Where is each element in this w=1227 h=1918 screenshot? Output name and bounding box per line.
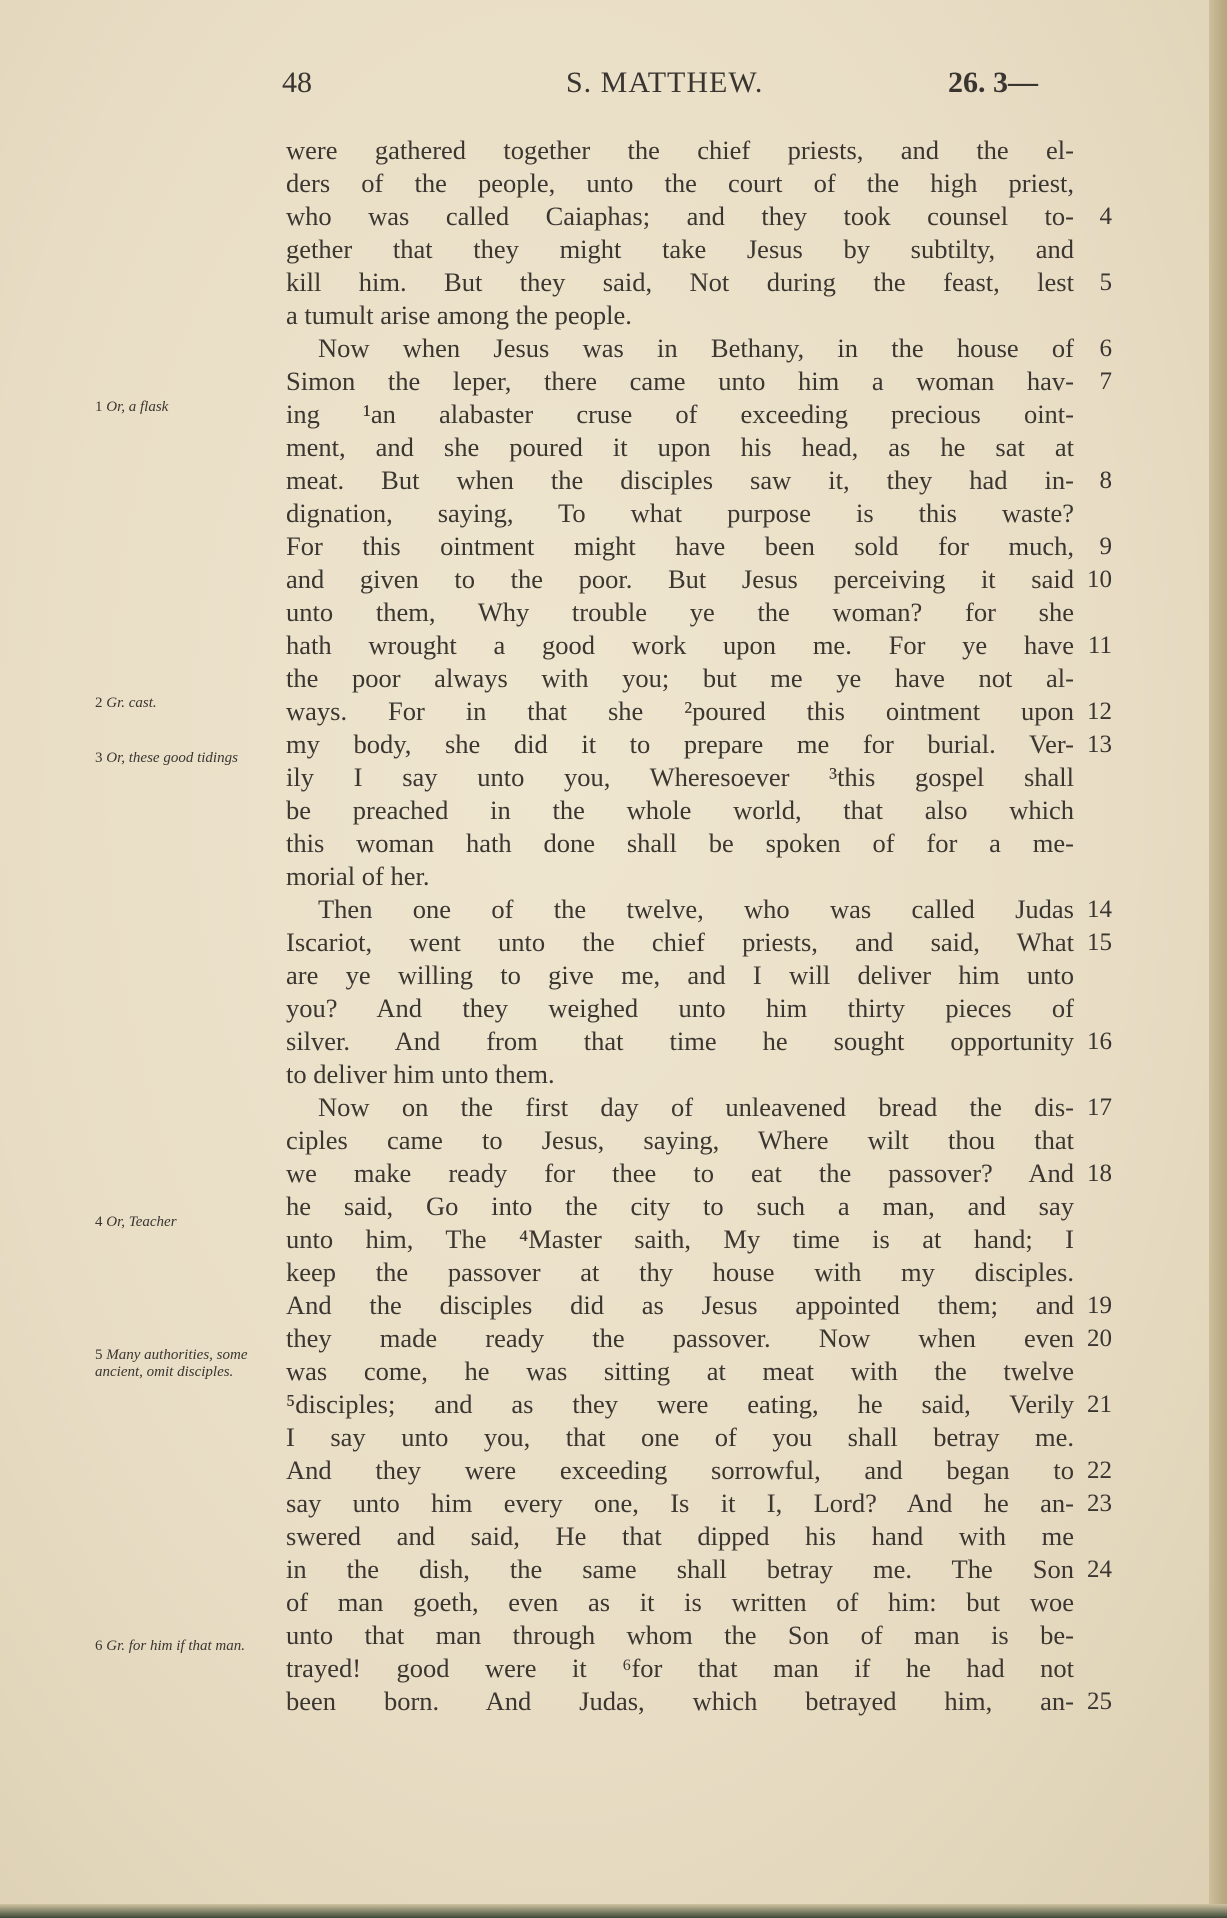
line-text: are ye willing to give me, and I will deliver him unto [286,960,1074,990]
verse-number: 13 [1087,731,1112,758]
note-text: Many authorities, some ancient, omit disciples. [95,1347,248,1380]
text-line [286,497,1076,530]
margin-note-1 [95,399,275,416]
text-line [286,167,1076,200]
text-line [286,1091,1112,1124]
text-line [286,1322,1112,1355]
page-number: 48 [282,66,312,99]
line-text: be preached in the whole world, that also which [286,795,1074,825]
note-marker: 5 [95,1347,103,1363]
line-text: the poor always with you; but me ye have not al- [286,663,1074,693]
text-line [286,1520,1076,1553]
book-title: S. MATTHEW. [566,66,764,99]
verse-number: 12 [1087,698,1112,725]
text-line [286,1355,1076,1388]
text-line [286,299,1076,332]
line-text: were gathered together the chief priests, and the el- [286,135,1074,165]
line-text: and given to the poor. But Jesus perceiving it said [286,564,1074,594]
line-text: And they were exceeding sorrowful, and began to [286,1455,1074,1485]
line-text: kill him. But they said, Not during the feast, lest [286,267,1074,297]
margin-note-4 [95,1214,275,1231]
line-text: ciples came to Jesus, saying, Where wilt thou that [286,1125,1074,1155]
running-header [282,66,1062,112]
verse-number: 15 [1087,929,1112,956]
line-text: unto that man through whom the Son of man is be- [286,1620,1074,1650]
line-text: For this ointment might have been sold for much, [286,531,1074,561]
line-text: ders of the people, unto the court of the high priest, [286,168,1074,198]
verse-number: 9 [1099,533,1112,560]
line-text: he said, Go into the city to such a man, and say [286,1191,1074,1221]
text-line [286,662,1076,695]
line-text: And the disciples did as Jesus appointed them; and [286,1290,1074,1320]
line-text: my body, she did it to prepare me for burial. Ver- [286,729,1074,759]
verse-number: 25 [1087,1688,1112,1715]
verse-number: 6 [1099,335,1112,362]
line-text: this woman hath done shall be spoken of for a me- [286,828,1074,858]
text-line [286,761,1076,794]
line-text: meat. But when the disciples saw it, they had in- [286,465,1074,495]
text-line [286,860,1076,893]
text-line [286,1553,1112,1586]
note-text: Or, Teacher [106,1214,177,1230]
text-line [286,827,1076,860]
line-text: dignation, saying, To what purpose is this waste? [286,498,1074,528]
verse-number: 4 [1099,203,1112,230]
text-line [286,1421,1076,1454]
text-line [286,1058,1076,1091]
text-line [286,530,1112,563]
line-text: Then one of the twelve, who was called Judas [318,894,1074,924]
verse-number: 14 [1087,896,1112,923]
text-line [286,1652,1076,1685]
note-marker: 3 [95,750,103,766]
note-marker: 4 [95,1214,103,1230]
text-line [286,1289,1112,1322]
verse-number: 16 [1087,1028,1112,1055]
text-line [286,431,1076,464]
verse-number: 5 [1099,269,1112,296]
text-line [286,1124,1076,1157]
verse-number: 23 [1087,1490,1112,1517]
margin-note-5 [95,1347,271,1381]
note-marker: 2 [95,695,103,711]
page-edge-right [1209,0,1227,1918]
text-line [286,1619,1076,1652]
text-line [286,563,1112,596]
text-line [286,1190,1076,1223]
text-line [286,266,1112,299]
line-text: unto him, The ⁴Master saith, My time is at hand; I [286,1224,1074,1254]
note-text: Gr. cast. [106,695,157,711]
text-line [286,134,1076,167]
line-text: morial of her. [286,861,430,891]
text-line [286,200,1112,233]
note-marker: 6 [95,1638,103,1654]
line-text: silver. And from that time he sought opportunity [286,1026,1074,1056]
line-text: you? And they weighed unto him thirty pieces of [286,993,1074,1023]
line-text: gether that they might take Jesus by subtilty, and [286,234,1074,264]
text-line [286,1586,1076,1619]
note-text: Or, a flask [106,399,169,415]
text-line [286,233,1076,266]
line-text: unto them, Why trouble ye the woman? for she [286,597,1074,627]
note-text: Or, these good tidings [106,750,238,766]
text-line [286,893,1112,926]
verse-number: 19 [1087,1292,1112,1319]
text-line [286,959,1076,992]
verse-number: 10 [1087,566,1112,593]
text-line [286,1454,1112,1487]
line-text: ing ¹an alabaster cruse of exceeding precious oint- [286,399,1074,429]
note-text: Gr. for him if that man. [106,1638,246,1654]
line-text: was come, he was sitting at meat with the twelve [286,1356,1074,1386]
text-line [286,1388,1112,1421]
text-line [286,695,1112,728]
line-text: hath wrought a good work upon me. For ye have [286,630,1074,660]
text-line [286,365,1112,398]
line-text: Now when Jesus was in Bethany, in the house of [318,333,1074,363]
text-line [286,992,1076,1025]
line-text: they made ready the passover. Now when even [286,1323,1074,1353]
line-text: ⁵disciples; and as they were eating, he said, Verily [286,1389,1074,1419]
text-line [286,794,1076,827]
verse-number: 22 [1087,1457,1112,1484]
verse-number: 21 [1087,1391,1112,1418]
text-line [286,926,1112,959]
line-text: I say unto you, that one of you shall betray me. [286,1422,1074,1452]
margin-note-2 [95,695,275,712]
line-text: ment, and she poured it upon his head, as he sat at [286,432,1074,462]
line-text: trayed! good were it ⁶for that man if he had not [286,1653,1074,1683]
line-text: ways. For in that she ²poured this ointment upon [286,696,1074,726]
line-text: keep the passover at thy house with my disciples. [286,1257,1074,1287]
text-line [286,1223,1076,1256]
note-marker: 1 [95,399,103,415]
text-line [286,728,1112,761]
text-line [286,332,1112,365]
line-text: we make ready for thee to eat the passover? And [286,1158,1074,1188]
line-text: a tumult arise among the people. [286,300,632,330]
text-line [286,398,1076,431]
text-line [286,629,1112,662]
verse-number: 24 [1087,1556,1112,1583]
line-text: who was called Caiaphas; and they took counsel to- [286,201,1074,231]
line-text: to deliver him unto them. [286,1059,555,1089]
text-line [286,1256,1076,1289]
line-text: Iscariot, went unto the chief priests, and said, What [286,927,1074,957]
text-line [286,1487,1112,1520]
verse-number: 7 [1099,368,1112,395]
line-text: swered and said, He that dipped his hand with me [286,1521,1074,1551]
line-text: Now on the first day of unleavened bread the dis- [318,1092,1074,1122]
verse-number: 8 [1099,467,1112,494]
chapter-reference: 26. 3— [948,66,1038,99]
scripture-text [286,134,1112,1718]
verse-number: 18 [1087,1160,1112,1187]
page-edge-bottom [0,1904,1227,1918]
text-line [286,1685,1112,1718]
verse-number: 11 [1087,632,1112,659]
line-text: say unto him every one, Is it I, Lord? And he an- [286,1488,1074,1518]
margin-note-3 [95,750,273,767]
line-text: ily I say unto you, Wheresoever ³this gospel shall [286,762,1074,792]
line-text: been born. And Judas, which betrayed him, an- [286,1686,1074,1716]
margin-note-6 [95,1638,265,1655]
text-line [286,1157,1112,1190]
verse-number: 20 [1087,1325,1112,1352]
line-text: of man goeth, even as it is written of him: but woe [286,1587,1074,1617]
line-text: Simon the leper, there came unto him a woman hav- [286,366,1074,396]
text-line [286,1025,1112,1058]
line-text: in the dish, the same shall betray me. The Son [286,1554,1074,1584]
text-line [286,596,1076,629]
verse-number: 17 [1087,1094,1112,1121]
text-line [286,464,1112,497]
